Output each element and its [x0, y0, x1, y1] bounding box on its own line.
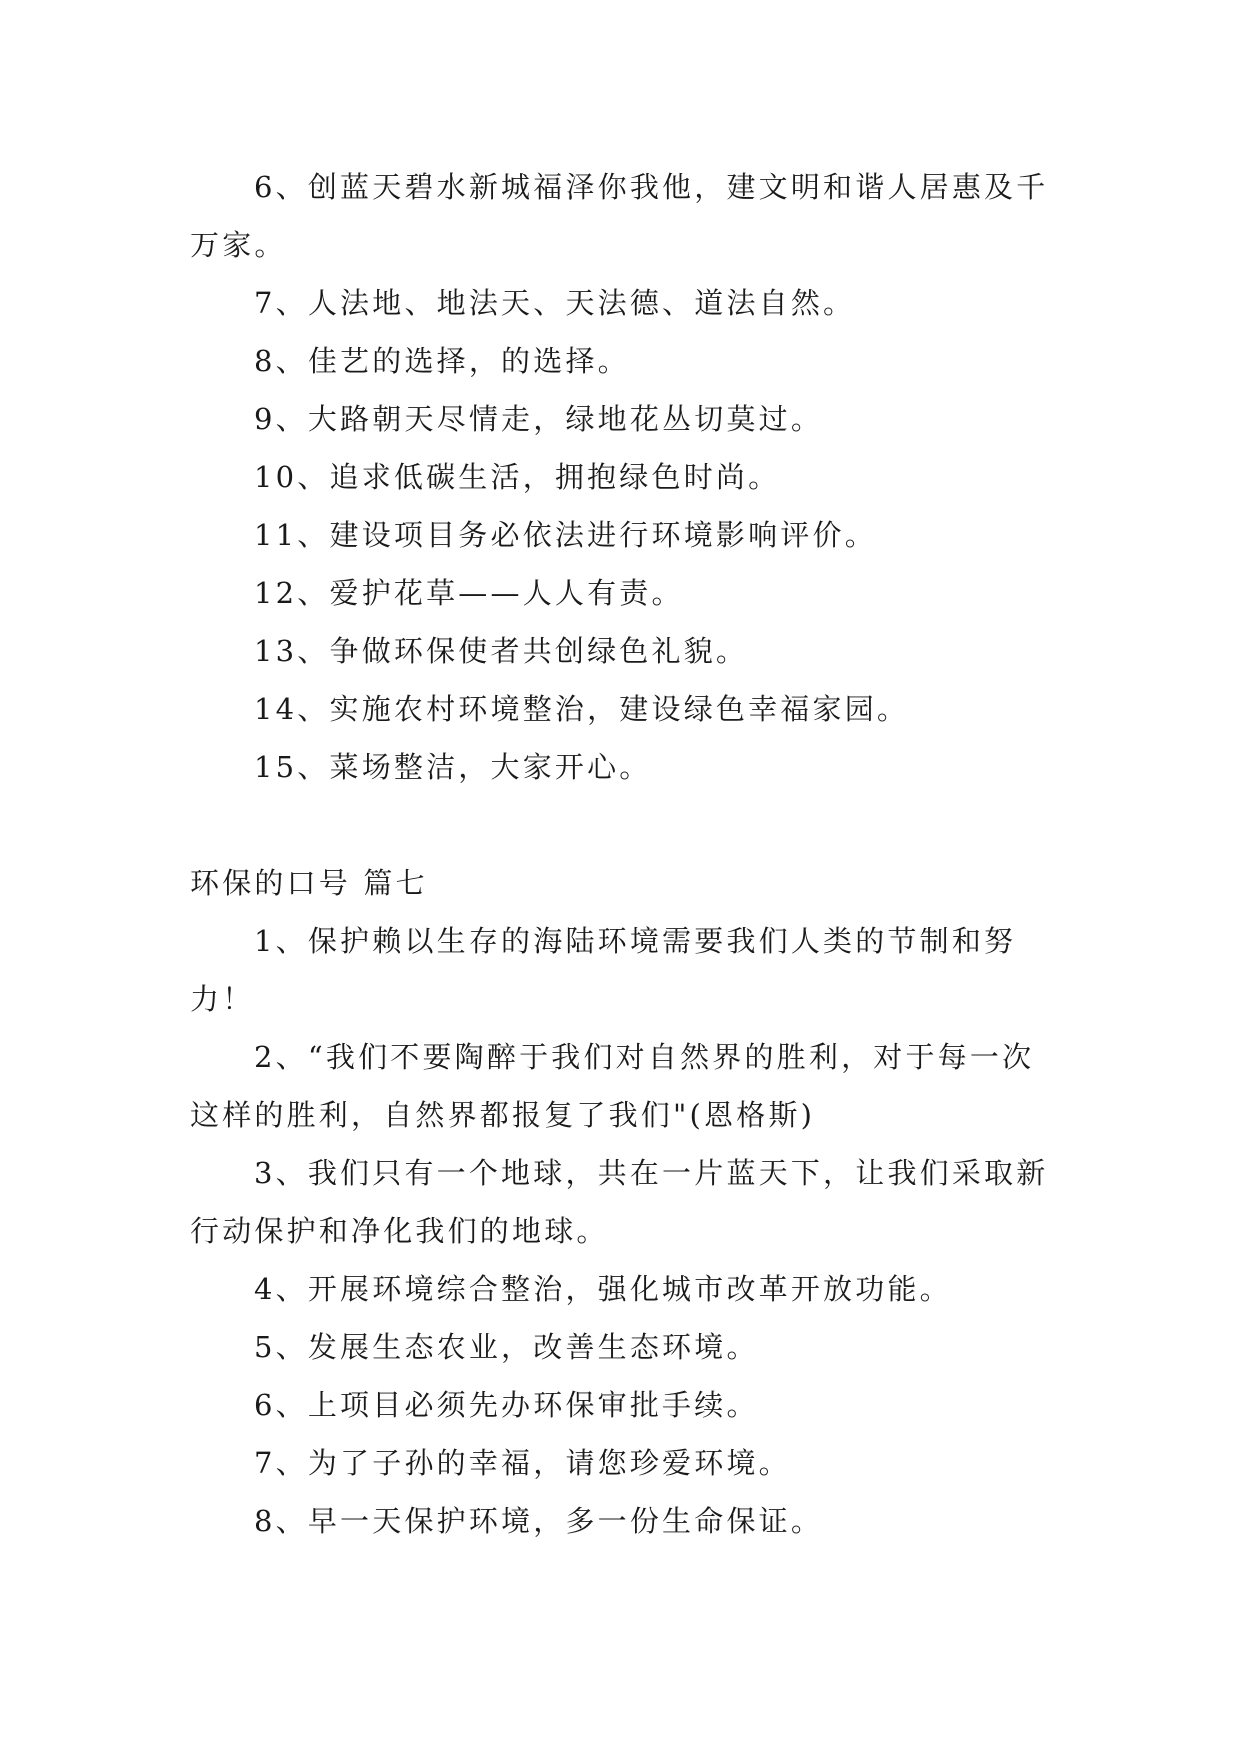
- slogan-item: 7、人法地、地法天、天法德、道法自然。: [254, 286, 856, 320]
- slogan-item: 1、保护赖以生存的海陆环境需要我们人类的节制和努力！: [190, 924, 1017, 1016]
- slogan-item: 9、大路朝天尽情走，绿地花丛切莫过。: [254, 402, 824, 436]
- slogan-item: 14、实施农村环境整治，建设绿色幸福家园。: [254, 692, 910, 726]
- slogan-item: 6、上项目必须先办环保审批手续。: [254, 1388, 759, 1422]
- document-body: [190, 158, 1058, 1550]
- slogan-item: 13、争做环保使者共创绿色礼貌。: [254, 634, 749, 668]
- slogan-item: 4、开展环境综合整治，强化城市改革开放功能。: [254, 1272, 952, 1306]
- slogan-item: 3、我们只有一个地球，共在一片蓝天下，让我们采取新行动保护和净化我们的地球。: [190, 1156, 1049, 1248]
- slogan-item: 12、爱护花草——人人有责。: [254, 576, 684, 610]
- slogan-item: 8、佳艺的选择，的选择。: [254, 344, 630, 378]
- slogan-item: 7、为了子孙的幸福，请您珍爱环境。: [254, 1446, 791, 1480]
- slogan-item: 11、建设项目务必依法进行环境影响评价。: [254, 518, 877, 552]
- slogan-item: 8、早一天保护环境，多一份生命保证。: [254, 1504, 824, 1538]
- slogan-item: 5、发展生态农业，改善生态环境。: [254, 1330, 759, 1364]
- slogan-item: 6、创蓝天碧水新城福泽你我他，建文明和谐人居惠及千万家。: [190, 170, 1049, 262]
- section-spacer: [190, 796, 1058, 854]
- slogan-item: 15、菜场整洁，大家开心。: [254, 750, 652, 784]
- slogan-item: 2、“我们不要陶醉于我们对自然界的胜利，对于每一次这样的胜利，自然界都报复了我们"(恩格斯): [190, 1040, 1035, 1132]
- section-heading: 环保的口号 篇七: [190, 866, 428, 900]
- slogan-item: 10、追求低碳生活，拥抱绿色时尚。: [254, 460, 781, 494]
